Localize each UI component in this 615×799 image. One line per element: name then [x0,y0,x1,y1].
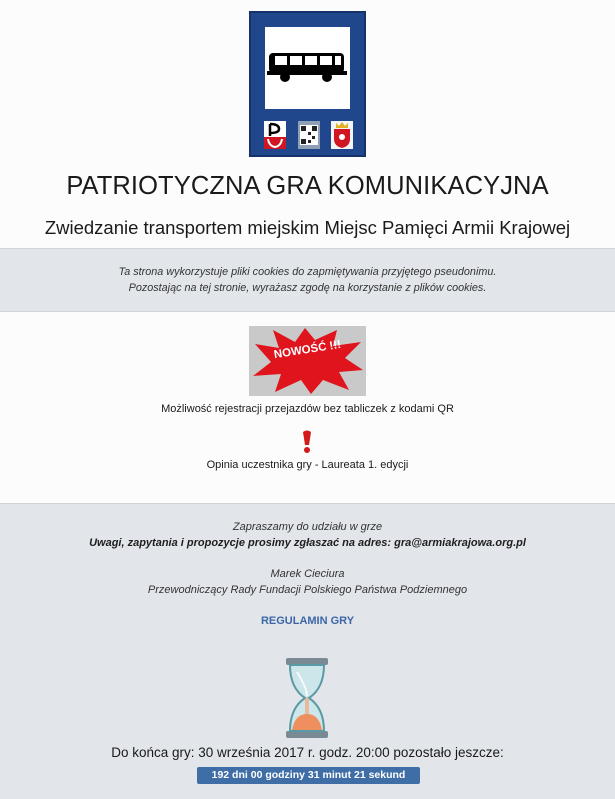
bus-stop-sign-logo [249,11,366,157]
bus-icon [267,47,348,89]
cookie-notice-line1: Ta strona wykorzystuje pliki cookies do zapmiętywania przyjętego pseudonimu. [118,266,497,278]
footer [0,503,615,799]
countdown-text: Do końca gry: 30 września 2017 r. godz. 20:00 pozostało jeszcze: [111,745,504,760]
cookie-notice [0,248,615,312]
news-badge-text: NOWOŚĆ !!! [273,338,342,362]
warsaw-coat-of-arms-icon [331,121,353,149]
laureate-opinion-link[interactable]: Opinia uczestnika gry - Laureata 1. edycji [206,459,409,471]
qr-free-registration-link[interactable]: Możliwość rejestracji przejazdów bez tabliczek z kodami QR [161,403,454,415]
page-title: PATRIOTYCZNA GRA KOMUNIKACYJNA [66,172,549,200]
countdown-timer: 192 dni 00 godziny 31 minut 21 sekund [197,767,420,784]
signatory-name: Marek Cieciura [270,568,345,580]
hourglass-icon [283,658,331,738]
sign-panel [265,27,350,109]
exclamation-icon [301,430,313,454]
invite-text: Zapraszamy do udziału w grze [232,521,383,533]
rules-link[interactable]: REGULAMIN GRY [260,615,355,627]
page-subtitle: Zwiedzanie transportem miejskim Miejsc Pamięci Armii Krajowej [44,217,571,238]
qr-code-icon [298,121,320,149]
signatory-role: Przewodniczący Rady Fundacji Polskiego Państwa Podziemnego [147,584,468,596]
contact-text: Uwagi, zapytania i propozycje prosimy zgłaszać na adres: gra@armiakrajowa.org.pl [89,537,526,549]
cookie-notice-line2: Pozostając na tej stronie, wyrażasz zgodę na korzystanie z plików cookies. [128,282,487,294]
polska-walczaca-emblem-icon [264,121,286,149]
